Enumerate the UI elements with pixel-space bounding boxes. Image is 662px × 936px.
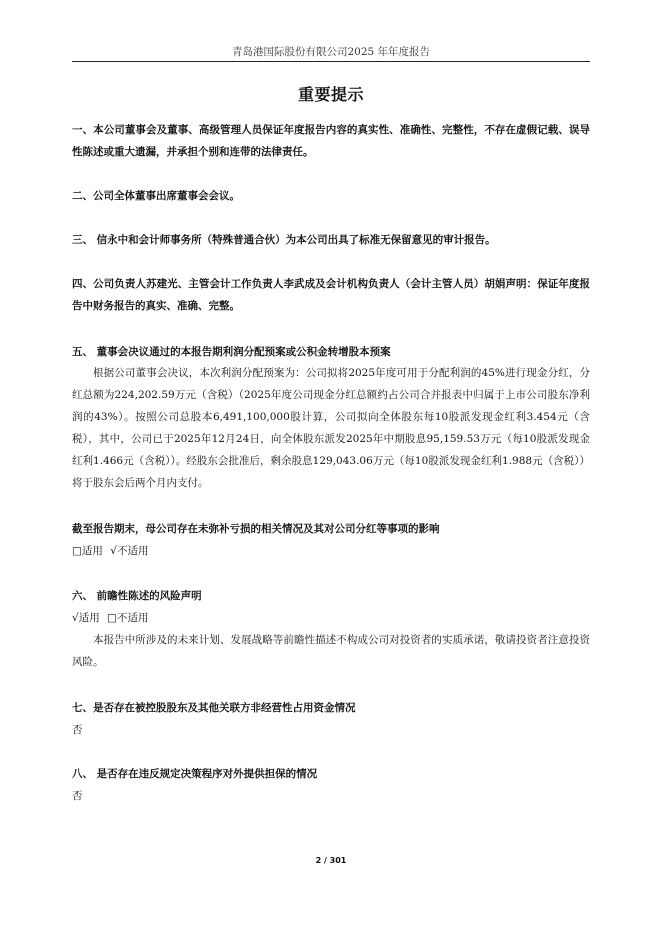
section-6-option-applicable: √适用: [72, 612, 100, 624]
deficit-title: 截至报告期末，母公司存在未弥补亏损的相关情况及其对公司分红等事项的影响: [72, 523, 440, 535]
deficit-option-not-applicable: √不适用: [110, 545, 149, 557]
section-6-options: [72, 607, 590, 629]
section-1: 一、本公司董事会及董事、高级管理人员保证年度报告内容的真实性、准确性、完整性，不存在虚假记载、误导性陈述或重大遗漏，并承担个别和连带的法律责任。: [72, 124, 590, 158]
section-4: 四、公司负责人苏建光、主管会计工作负责人李武成及会计机构负责人（会计主管人员）胡娟声明：保证年度报告中财务报告的真实、准确、完整。: [72, 278, 590, 312]
section-3: 三、 信永中和会计师事务所（特殊普通合伙）为本公司出具了标准无保留意见的审计报告。: [72, 234, 496, 246]
section-5-body: 根据公司董事会决议，本次利润分配预案为：公司拟将2025年度可用于分配利润的45%进行现金分红，分红总额为224,202.59万元（含税）（2025年度公司现金分红总额约占公司合并报表中归属于上市公司股东净利润的43%）。按照公司总股本6,491,100,000股计算，公司拟向全体股东每10股派发现金红利3.454元（含税），其中，公司已于2025年12月24日，向全体股东派发2025年中期股息95,159.53万元（每10股派发现金红利1.466元（含税））。经股东会批准后，剩余股息129,043.06万元（每10股派发现金红利1.988元（含税））将于股东会后两个月内支付。: [72, 367, 590, 489]
header-divider: [72, 61, 590, 62]
section-6-title: 六、 前瞻性陈述的风险声明: [72, 590, 202, 602]
page-number: 2 / 301: [315, 856, 347, 865]
deficit-options: [72, 540, 590, 562]
page-title: 重要提示: [297, 85, 364, 104]
section-6-body: 本报告中所涉及的未来计划、发展战略等前瞻性描述不构成公司对投资者的实质承诺，敬请投资者注意投资风险。: [72, 634, 590, 668]
deficit-option-applicable: □适用: [72, 545, 103, 557]
section-6-option-not-applicable: □不适用: [107, 612, 149, 624]
section-8-answer: 否: [72, 790, 83, 802]
page-header: 青岛港国际股份有限公司2025 年年度报告: [231, 46, 431, 58]
section-7-title: 七、是否存在被控股股东及其他关联方非经营性占用资金情况: [72, 702, 356, 714]
section-2: 二、公司全体董事出席董事会会议。: [72, 190, 240, 202]
section-8-title: 八、 是否存在违反规定决策程序对外提供担保的情况: [72, 768, 318, 780]
section-7-answer: 否: [72, 724, 83, 736]
section-5-title: 五、 董事会决议通过的本报告期利润分配预案或公积金转增股本预案: [72, 346, 391, 358]
